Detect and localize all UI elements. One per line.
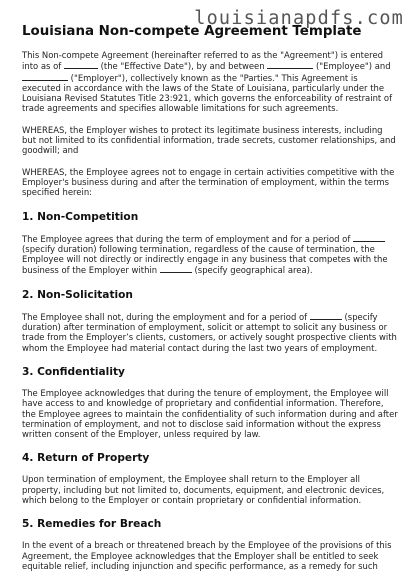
s1-text-c: (specify geographical area).: [191, 265, 313, 276]
section-text-return-of-property: Upon termination of employment, the Employee shall return to the Employer all property, including but not limited to, documents, equipment, and electronic devices, which belong to the Employer or contain proprietary or confidential information.: [22, 474, 385, 506]
geographical-area-blank[interactable]: [160, 264, 192, 273]
section-text-remedies: In the event of a breach or threatened breach by the Employee of the provisions of this Agreement, the Employee acknowledges that the Employer shall be entitled to seek equitable relief, including injunction and specific performance, as a remedy for such: [22, 540, 392, 571]
intro-paragraph: [22, 50, 398, 114]
whereas-paragraph-2: WHEREAS, the Employee agrees not to engage in certain activities competitive with the Employer's business during and after the termination of employment, within the terms specified herein:: [22, 166, 395, 198]
s1-text-a: The Employee agrees that during the term of employment and for a period of: [22, 233, 353, 244]
document-title: Louisiana Non-compete Agreement Template: [22, 24, 362, 39]
s2-text-b: (specify duration) after termination of employment, solicit or attempt to solicit any business or trade from the Employer’s clients, customers, or actively sought prospective clients with whom the Employee had material contact during the last two years of employment.: [22, 311, 397, 353]
section-text-confidentiality: The Employee acknowledges that during the tenure of employment, the Employee will have access to and knowledge of proprietary and confidential information. Therefore, the Employee agrees to maintain the confidentiality of such information during and after termination of employment, and not to disclose said information without the express written consent of the Employer, unless required by law.: [22, 387, 398, 440]
non-solicit-duration-blank[interactable]: [310, 311, 342, 320]
intro-text-d: ("Employer"), collectively known as the "Parties." This Agreement is executed in accordance with the laws of the State of Louisiana, particularly under the Louisiana Revised Statutes Title 23:921, which governs the enforceability of restraint of trade agreements and specifies allowable limitations for such agreements.: [22, 72, 393, 114]
intro-text-c: ("Employee") and: [313, 61, 391, 72]
section-heading-confidentiality: 3. Confidentiality: [22, 365, 125, 378]
whereas-paragraph-1: WHEREAS, the Employer wishes to protect its legitimate business interests, including but not limited to its confidential information, trade secrets, customer relationships, and goodwill; and: [22, 124, 396, 156]
employer-name-blank[interactable]: [22, 72, 68, 81]
section-heading-remedies: 5. Remedies for Breach: [22, 518, 162, 531]
section-heading-non-competition: 1. Non-Competition: [22, 210, 139, 223]
intro-text-b: (the "Effective Date"), by and between: [97, 61, 268, 72]
section-heading-return-of-property: 4. Return of Property: [22, 452, 150, 465]
watermark: louisianapdfs.com: [194, 8, 404, 29]
non-compete-duration-blank[interactable]: [353, 233, 385, 242]
intro-text-a: This Non-compete Agreement (hereinafter referred to as the "Agreement") is entered into as of: [22, 50, 384, 72]
section-text-non-competition: [22, 233, 398, 276]
effective-date-blank[interactable]: [64, 60, 98, 69]
s1-text-b: (specify duration) following termination, regardless of the cause of termination, the Employee will not directly or indirectly engage in any business that competes with the business of the Employer within: [22, 243, 388, 276]
employee-name-blank[interactable]: [267, 60, 313, 69]
section-heading-non-solicitation: 2. Non-Solicitation: [22, 288, 133, 301]
s2-text-a: The Employee shall not, during the employment and for a period of: [22, 311, 310, 322]
section-text-non-solicitation: [22, 311, 398, 353]
